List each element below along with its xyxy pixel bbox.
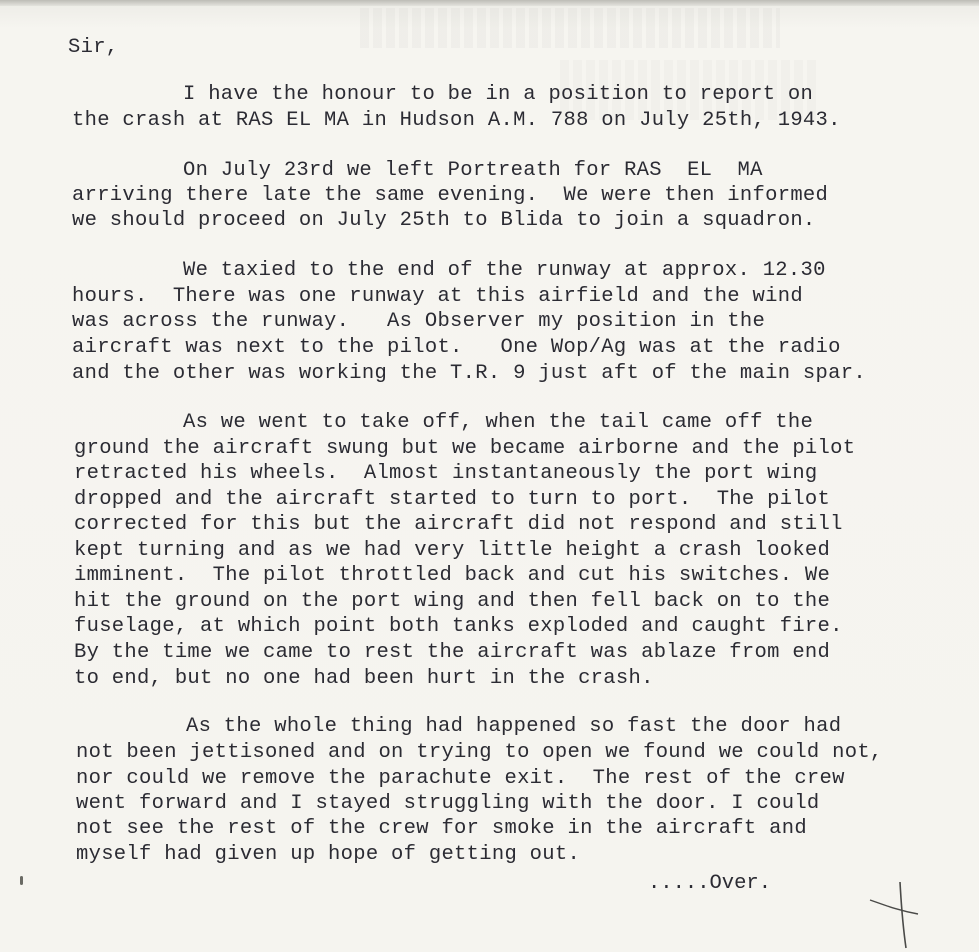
body-line: and the other was working the T.R. 9 just aft of the main spar. — [72, 362, 866, 385]
body-line: By the time we came to rest the aircraft was ablaze from end — [74, 641, 831, 664]
body-line: ground the aircraft swung but we became airborne and the pilot — [74, 437, 856, 460]
body-line: I have the honour to be in a position to report on — [183, 83, 814, 106]
body-line: not been jettisoned and on trying to open we found we could not, — [76, 741, 883, 764]
body-line: fuselage, at which point both tanks exploded and caught fire. — [74, 615, 843, 638]
body-line: aircraft was next to the pilot. One Wop/Ag was at the radio — [72, 336, 841, 359]
body-line: went forward and I stayed struggling with the door. I could — [76, 792, 820, 815]
salutation: Sir, — [68, 36, 119, 59]
body-line: As the whole thing had happened so fast the door had — [186, 715, 842, 738]
body-line: imminent. The pilot throttled back and cut his switches. We — [74, 564, 831, 587]
body-line: As we went to take off, when the tail came off the — [183, 411, 814, 434]
body-line: retracted his wheels. Almost instantaneously the port wing — [74, 462, 818, 485]
body-line: We taxied to the end of the runway at approx. 12.30 — [183, 259, 826, 282]
body-line: corrected for this but the aircraft did not respond and still — [74, 513, 843, 536]
body-line: the crash at RAS EL MA in Hudson A.M. 788 on July 25th, 1943. — [72, 109, 841, 132]
body-line: dropped and the aircraft started to turn to port. The pilot — [74, 488, 831, 511]
body-line: kept turning and as we had very little height a crash looked — [74, 539, 831, 562]
body-line: to end, but no one had been hurt in the crash. — [74, 667, 654, 690]
pencil-tick-mark — [866, 880, 926, 950]
body-line: was across the runway. As Observer my position in the — [72, 310, 766, 333]
body-line: we should proceed on July 25th to Blida to join a squadron. — [72, 209, 816, 232]
body-line: nor could we remove the parachute exit. The rest of the crew — [76, 767, 845, 790]
body-line: hours. There was one runway at this airfield and the wind — [72, 285, 803, 308]
body-line: not see the rest of the crew for smoke in the aircraft and — [76, 817, 807, 840]
body-line: arriving there late the same evening. We were then informed — [72, 184, 829, 207]
continuation-note: .....Over. — [648, 872, 772, 895]
reverse-side-show-through — [360, 8, 780, 48]
body-line: On July 23rd we left Portreath for RAS EL MA — [183, 159, 763, 182]
page-top-edge — [0, 0, 979, 6]
body-line: hit the ground on the port wing and then fell back on to the — [74, 590, 831, 613]
body-line: myself had given up hope of getting out. — [76, 843, 581, 866]
margin-mark — [20, 876, 23, 885]
